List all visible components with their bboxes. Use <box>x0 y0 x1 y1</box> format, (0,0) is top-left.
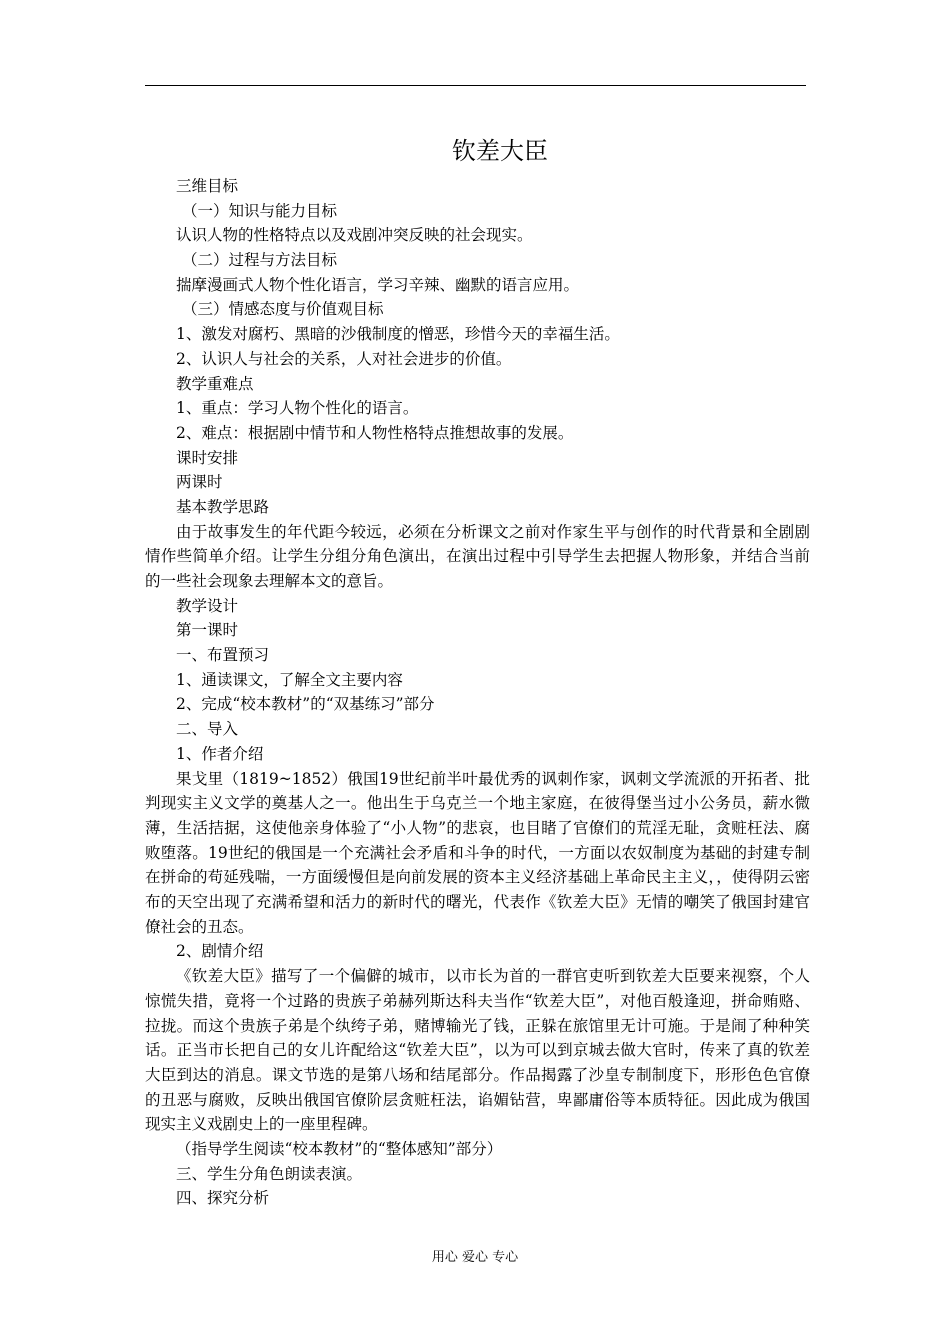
section-heading: 四、探究分析 <box>176 1189 270 1208</box>
list-item: 2、难点：根据剧中情节和人物性格特点推想故事的发展。 <box>176 423 574 442</box>
list-item: 1、激发对腐朽、黑暗的沙俄制度的憎恶，珍惜今天的幸福生活。 <box>176 325 620 344</box>
paragraph-author: 果戈里（1819~1852）俄国19世纪前半叶最优秀的讽刺作家，讽刺文学流派的开拓者、批判现实主义文学的奠基人之一。他出生于乌克兰一个地主家庭，在彼得堡当过小公务员，薪水微薄，生活拮据，这使他亲身体验了“小人物”的悲哀，也目睹了官僚们的荒淫无耻，贪赃枉法、腐败堕落。19世纪的俄国是一个充满社会矛盾和斗争的时代，一方面以农奴制度为基础的封建专制在拼命的苟延残喘，一方面缓慢但是向前发展的资本主义经济基础上革命民主主义，，使得阴云密布的天空出现了充满希望和活力的新时代的曙光，代表作《钦差大臣》无情的嘲笑了俄国封建官僚社会的丑态。 <box>145 769 810 936</box>
body-line: （指导学生阅读“校本教材”的“整体感知”部分） <box>176 1140 503 1159</box>
paragraph-plot: 《钦差大臣》描写了一个偏僻的城市，以市长为首的一群官吏听到钦差大臣要来视察，个人惊慌失措，竟将一个过路的贵族子弟赫列斯达科夫当作“钦差大臣”，对他百般逢迎，拼命贿赂、拉拢。而这个贵族子弟是个纨绔子弟，赌博输光了钱，正躲在旅馆里无计可施。于是闹了种种笑话。正当市长把自己的女儿许配给这“钦差大臣”，以为可以到京城去做大官时，传来了真的钦差大臣到达的消息。课文节选的是第八场和结尾部分。作品揭露了沙皇专制制度下，形形色色官僚的丑恶与腐败，反映出俄国官僚阶层贪赃枉法，谄媚钻营，卑鄙庸俗等本质特征。因此成为俄国现实主义戏剧史上的一座里程碑。 <box>145 967 810 1134</box>
subheading-values: （三）情感态度与价值观目标 <box>182 300 384 319</box>
subheading-knowledge: （一）知识与能力目标 <box>182 201 338 220</box>
document-title: 钦差大臣 <box>452 137 548 165</box>
heading-objectives: 三维目标 <box>176 177 239 195</box>
heading-schedule: 课时安排 <box>176 448 239 467</box>
document-body <box>145 174 810 1211</box>
body-line: 认识人物的性格特点以及戏剧冲突反映的社会现实。 <box>176 226 533 245</box>
list-item: 2、认识人与社会的关系，人对社会进步的价值。 <box>176 349 512 368</box>
heading-key-points: 教学重难点 <box>176 374 254 393</box>
section-heading: 二、导入 <box>176 720 239 739</box>
list-item: 1、通读课文，了解全文主要内容 <box>176 670 403 689</box>
body-line: 揣摩漫画式人物个性化语言，学习辛辣、幽默的语言应用。 <box>176 275 580 294</box>
section-heading: 一、布置预习 <box>176 646 270 665</box>
list-item: 1、重点：学习人物个性化的语言。 <box>176 399 419 418</box>
heading-lesson-one: 第一课时 <box>176 621 239 640</box>
paragraph-approach: 由于故事发生的年代距今较远，必须在分析课文之前对作家生平与创作的时代背景和全剧剧情作些简单介绍。让学生分组分角色演出，在演出过程中引导学生去把握人物形象，并结合当前的一些社会现象去理解本文的意旨。 <box>145 522 810 591</box>
body-line: 两课时 <box>176 473 223 492</box>
list-item: 1、作者介绍 <box>176 744 264 763</box>
heading-design: 教学设计 <box>176 596 239 615</box>
section-heading: 三、学生分角色朗读表演。 <box>176 1164 363 1183</box>
heading-approach: 基本教学思路 <box>176 497 270 516</box>
subheading-process: （二）过程与方法目标 <box>182 251 338 270</box>
list-item: 2、完成“校本教材”的“双基练习”部分 <box>176 695 435 714</box>
list-item: 2、剧情介绍 <box>176 942 264 961</box>
header-rule <box>145 85 806 86</box>
page-footer: 用心 爱心 专心 <box>431 1250 519 1265</box>
